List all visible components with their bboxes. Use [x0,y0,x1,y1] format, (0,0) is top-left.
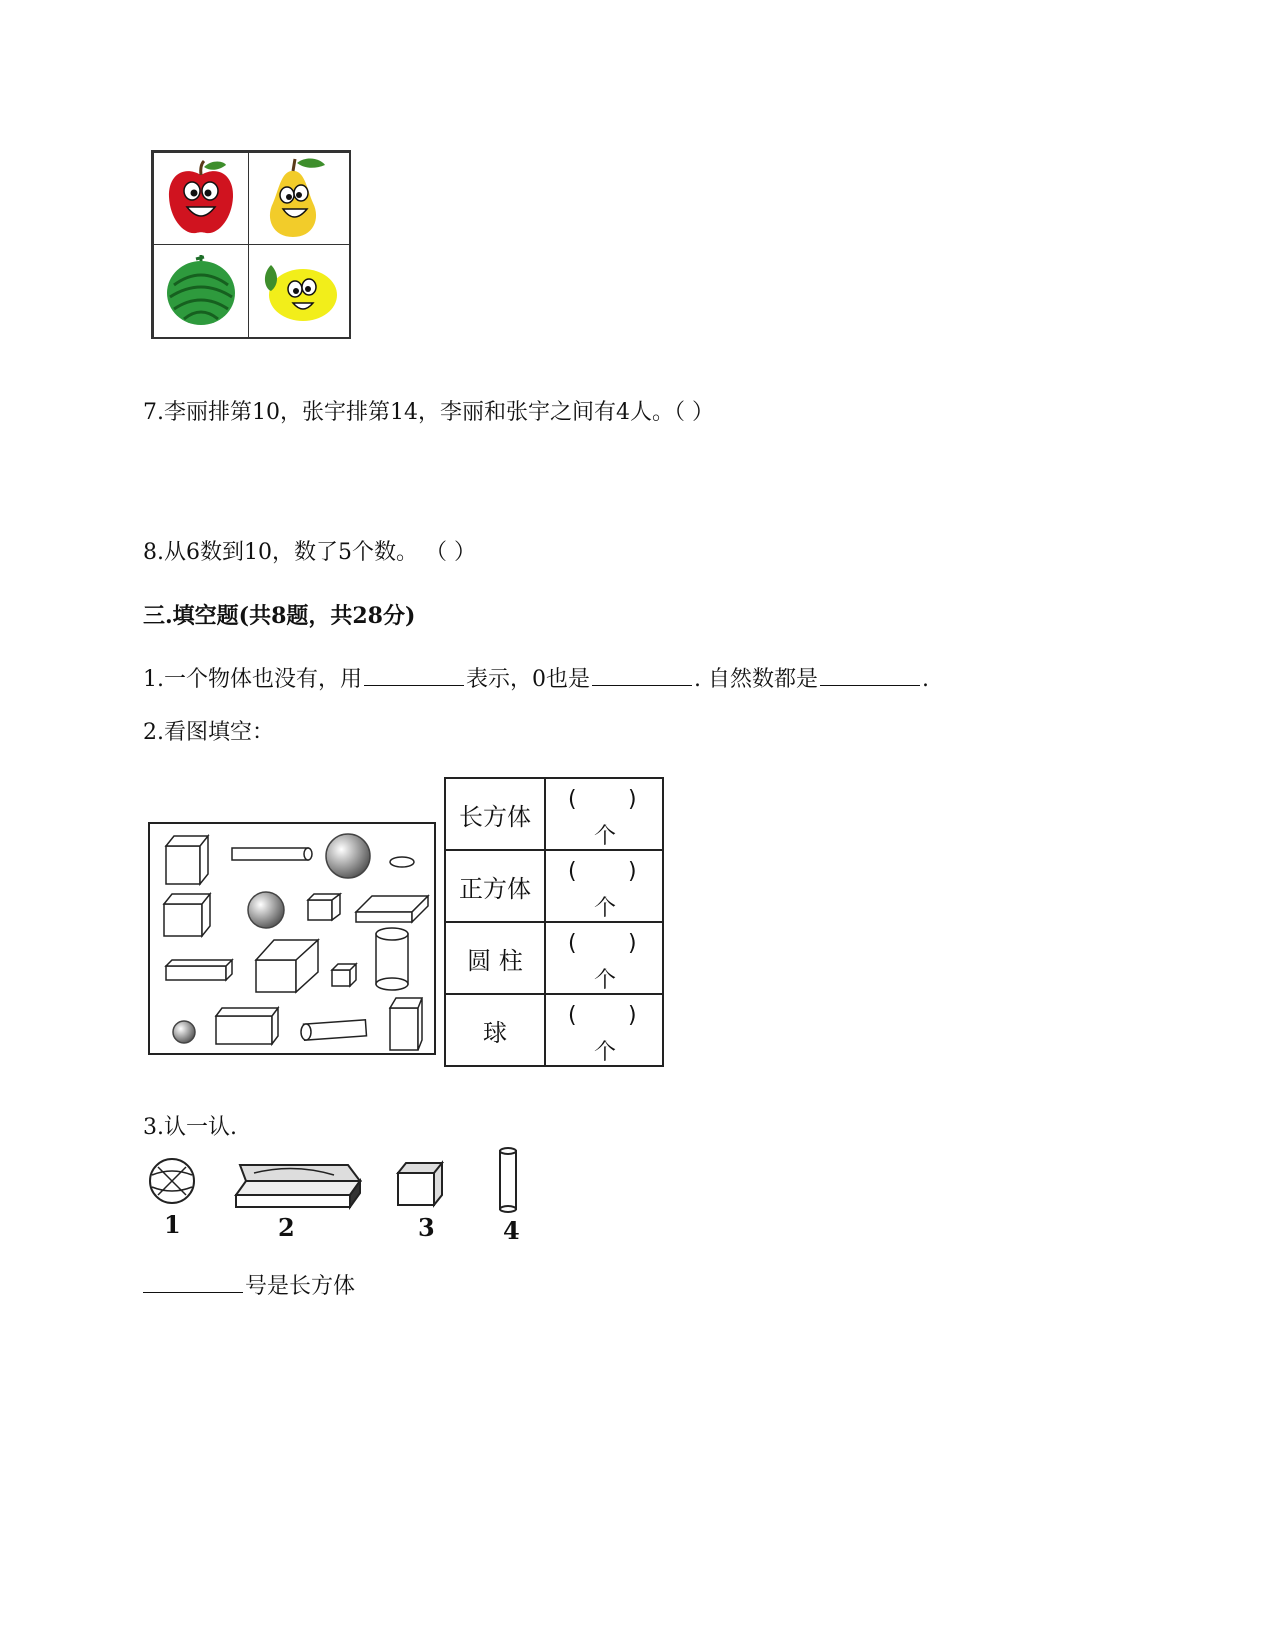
answer-blank[interactable] [592,667,692,686]
question-7: 7.李丽排第10，张宇排第14，李丽和张宇之间有4人。（ ） [143,400,714,425]
section-3-title: 三.填空题(共8题，共28分) [143,603,416,629]
objects-drawing [144,1145,534,1215]
answer-cell[interactable]: ( ) 个 [545,778,663,850]
object-number-3: 3 [418,1213,435,1242]
table-row [445,922,663,994]
fruit-cell-pear [248,152,351,245]
table-row [445,778,663,850]
row-label: 圆 柱 [445,922,545,994]
apple-icon [154,153,248,244]
object-number-2: 2 [278,1213,295,1242]
object-number-4: 4 [503,1216,520,1245]
answer-cell[interactable]: ( ) 个 [545,850,663,922]
row-label: 正方体 [445,850,545,922]
shapes-figure [148,822,436,1055]
solid-shapes-drawing [150,824,434,1053]
answer-cell[interactable]: ( ) 个 [545,994,663,1066]
count-table [444,777,664,1067]
fill-1-part-1: 1.一个物体也没有，用 [143,667,362,692]
answer-blank[interactable] [364,667,464,686]
fill-question-3: 3.认一认. [143,1115,237,1140]
fill-1-part-3: . 自然数都是 [694,667,818,692]
question-8: 8.从6数到10，数了5个数。 （ ） [143,540,476,565]
pear-icon [249,153,350,244]
fruit-grid [151,150,351,339]
fill-question-2: 2.看图填空： [143,720,274,745]
answer-blank[interactable] [820,667,920,686]
row-label: 球 [445,994,545,1066]
fruit-cell-lemon [248,244,351,339]
fill-question-1 [143,667,929,691]
table-row [445,994,663,1066]
fill-1-part-2: 表示，0也是 [466,667,590,692]
fill-1-part-4: . [922,667,929,692]
object-number-1: 1 [164,1210,181,1239]
answer-cell[interactable]: ( ) 个 [545,922,663,994]
answer-blank[interactable] [143,1274,243,1293]
watermelon-icon [154,245,248,338]
row-label: 长方体 [445,778,545,850]
fruit-cell-apple [153,152,249,245]
table-row [445,850,663,922]
answer-suffix: 号是长方体 [245,1274,356,1299]
fruit-cell-watermelon [153,244,249,339]
lemon-icon [249,245,350,338]
fill-3-answer [143,1274,355,1298]
